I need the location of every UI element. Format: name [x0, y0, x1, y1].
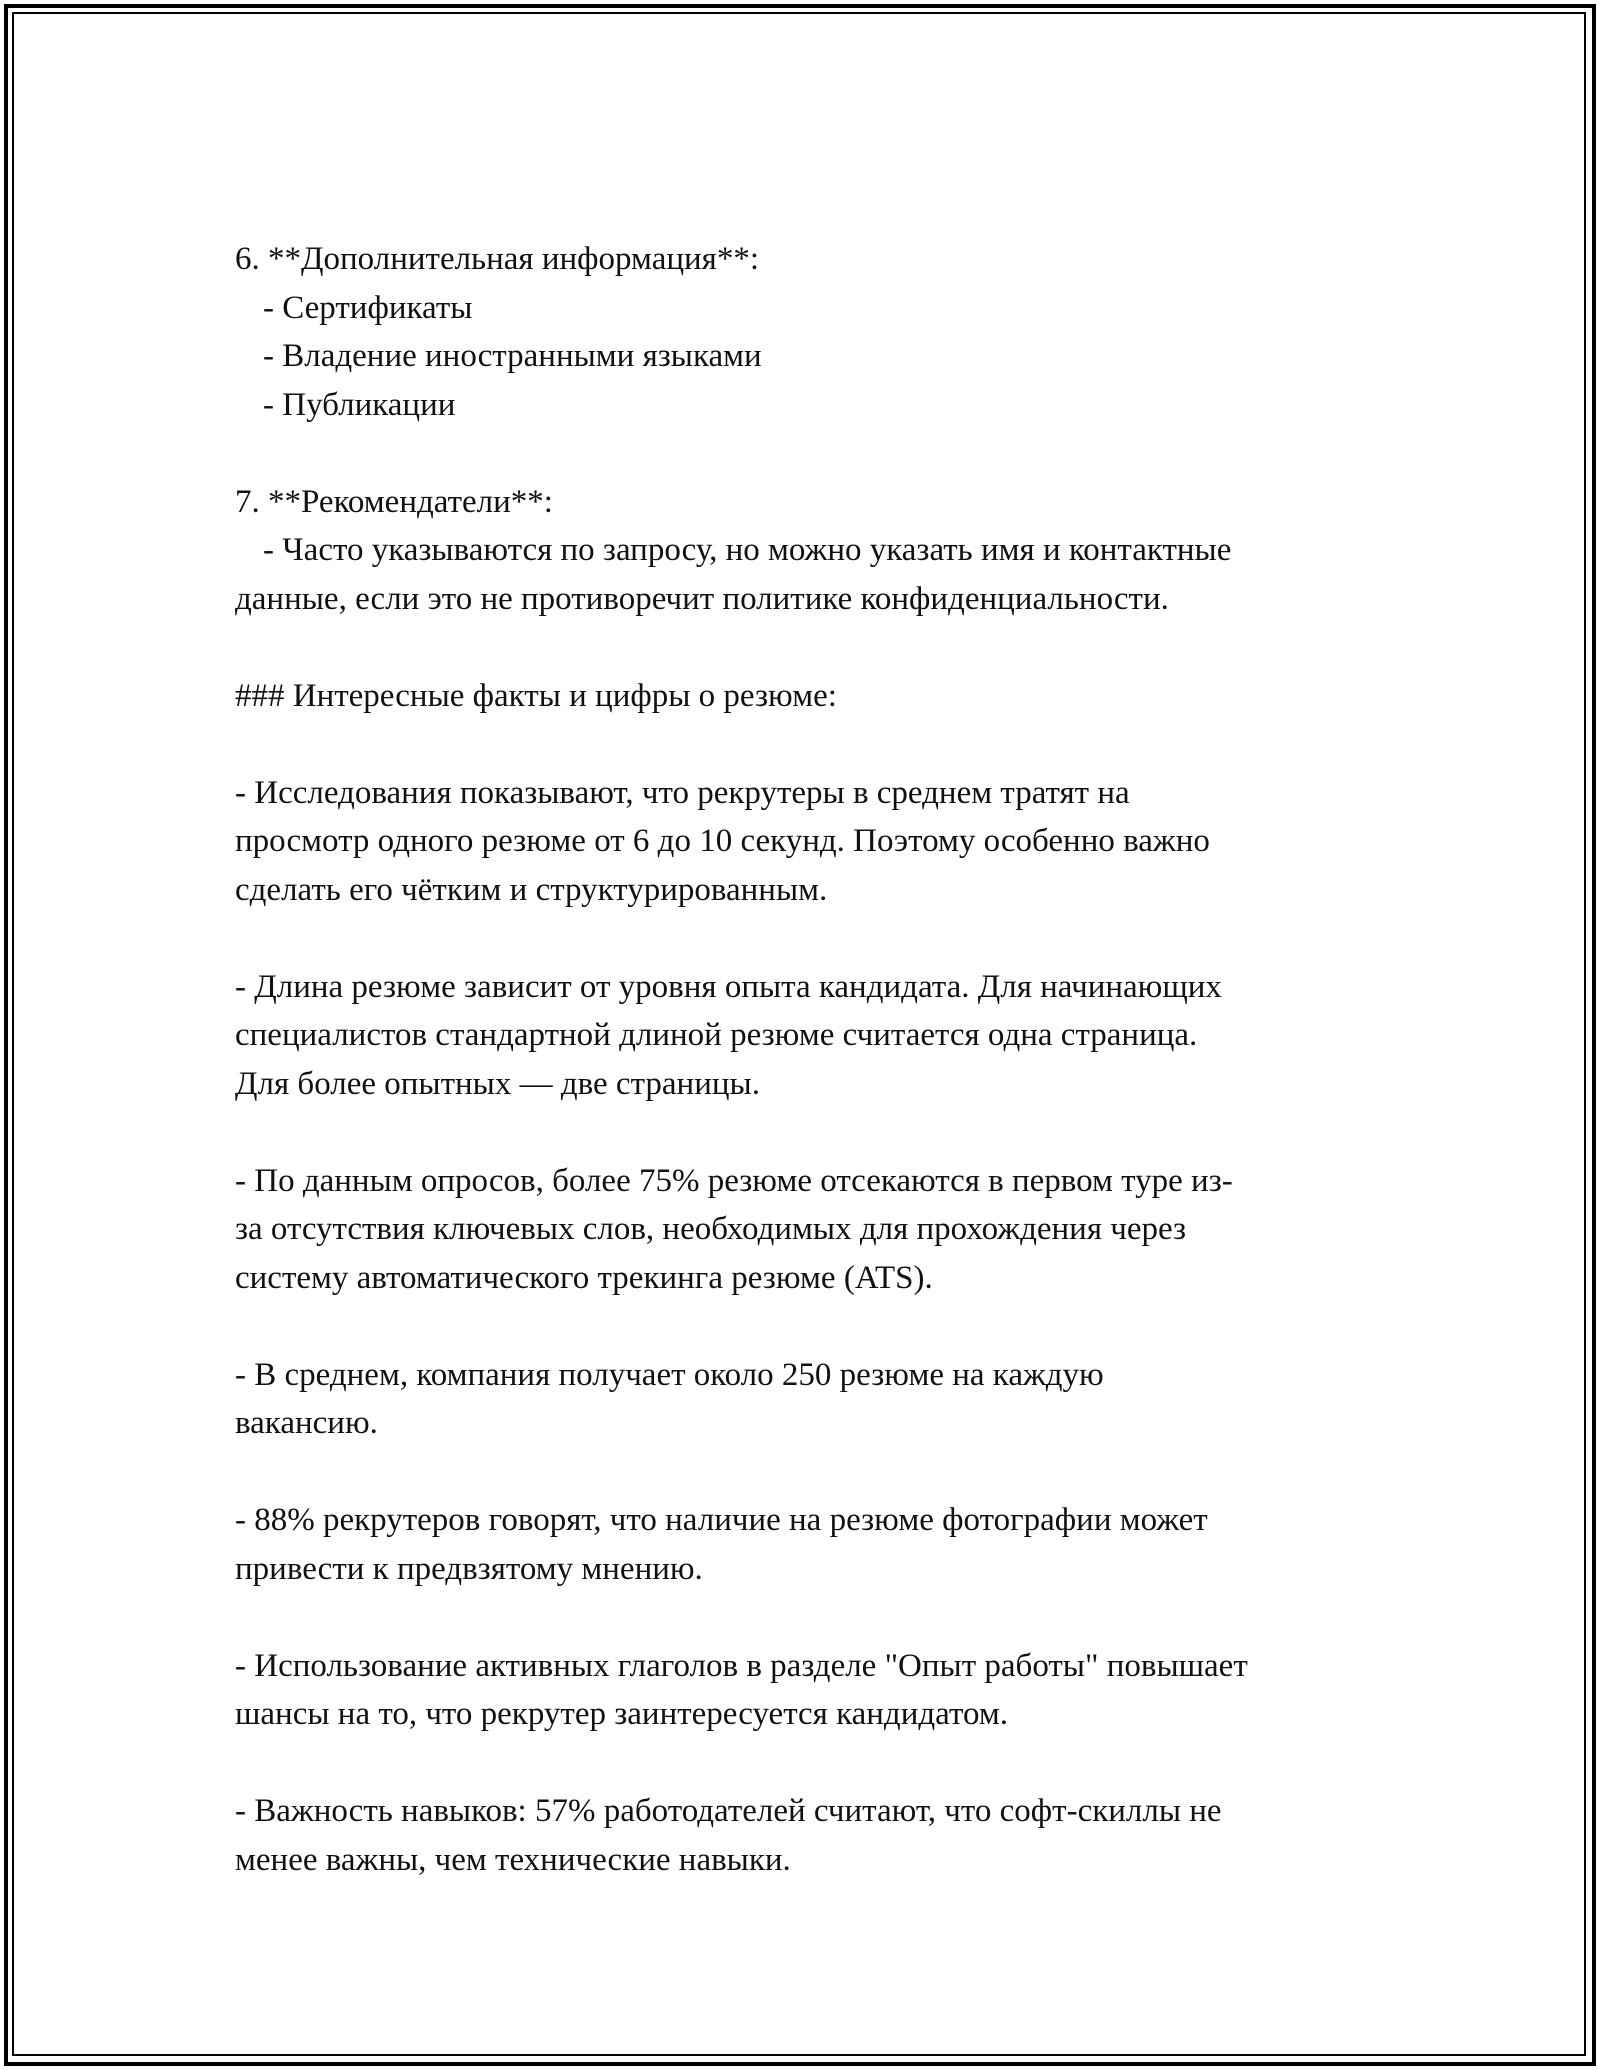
paragraph-line: данные, если это не противоречит политике конфиденциальности.	[235, 580, 1169, 617]
section-additional-info	[235, 235, 1385, 429]
paragraph-line: вакансию.	[235, 1405, 378, 1441]
paragraph-line: - Важность навыков: 57% работодателей считают, что софт-скиллы не	[235, 1793, 1222, 1829]
paragraph-line: менее важны, чем технические навыки.	[235, 1841, 791, 1878]
facts-heading-block	[235, 672, 1385, 721]
paragraph-line: - По данным опросов, более 75% резюме отсекаются в первом туре из-	[235, 1162, 1233, 1199]
paragraph-line: - Исследования показывают, что рекрутеры в среднем тратят на	[235, 774, 1130, 811]
section-heading: 7. **Рекомендатели**:	[235, 483, 553, 520]
fact-item	[235, 1351, 1385, 1448]
paragraph-line: за отсутствия ключевых слов, необходимых для прохождения через	[235, 1211, 1187, 1247]
document-body	[235, 235, 1385, 1933]
fact-item	[235, 769, 1385, 915]
paragraph-line: - Часто указываются по запросу, но можно указать имя и контактные	[263, 532, 1232, 568]
list-item: - Публикации	[263, 386, 456, 423]
facts-heading: ### Интересные факты и цифры о резюме:	[235, 677, 837, 714]
paragraph-line: - Использование активных глаголов в разделе "Опыт работы" повышает	[235, 1647, 1248, 1684]
paragraph-line: Для более опытных — две страницы.	[235, 1065, 760, 1102]
paragraph-line: шансы на то, что рекрутер заинтересуется кандидатом.	[235, 1696, 1008, 1732]
fact-item	[235, 1787, 1385, 1884]
paragraph-line: просмотр одного резюме от 6 до 10 секунд. Поэтому особенно важно	[235, 823, 1210, 859]
paragraph-line: специалистов стандартной длиной резюме считается одна страница.	[235, 1017, 1198, 1053]
list-item: - Сертификаты	[263, 289, 473, 326]
paragraph-line: привести к предвзятому мнению.	[235, 1550, 703, 1587]
fact-item	[235, 963, 1385, 1109]
paragraph-line: - Длина резюме зависит от уровня опыта кандидата. Для начинающих	[235, 968, 1222, 1005]
section-heading: 6. **Дополнительная информация**:	[235, 241, 760, 277]
paragraph-line: сделать его чётким и структурированным.	[235, 871, 828, 908]
paragraph-line: - В среднем, компания получает около 250 резюме на каждую	[235, 1356, 1104, 1393]
list-item: - Владение иностранными языками	[263, 338, 762, 374]
paragraph-line: систему автоматического трекинга резюме (ATS).	[235, 1259, 933, 1296]
fact-item	[235, 1157, 1385, 1303]
paragraph-line: - 88% рекрутеров говорят, что наличие на резюме фотографии может	[235, 1502, 1208, 1538]
fact-item	[235, 1642, 1385, 1739]
section-references	[235, 478, 1385, 624]
fact-item	[235, 1496, 1385, 1593]
